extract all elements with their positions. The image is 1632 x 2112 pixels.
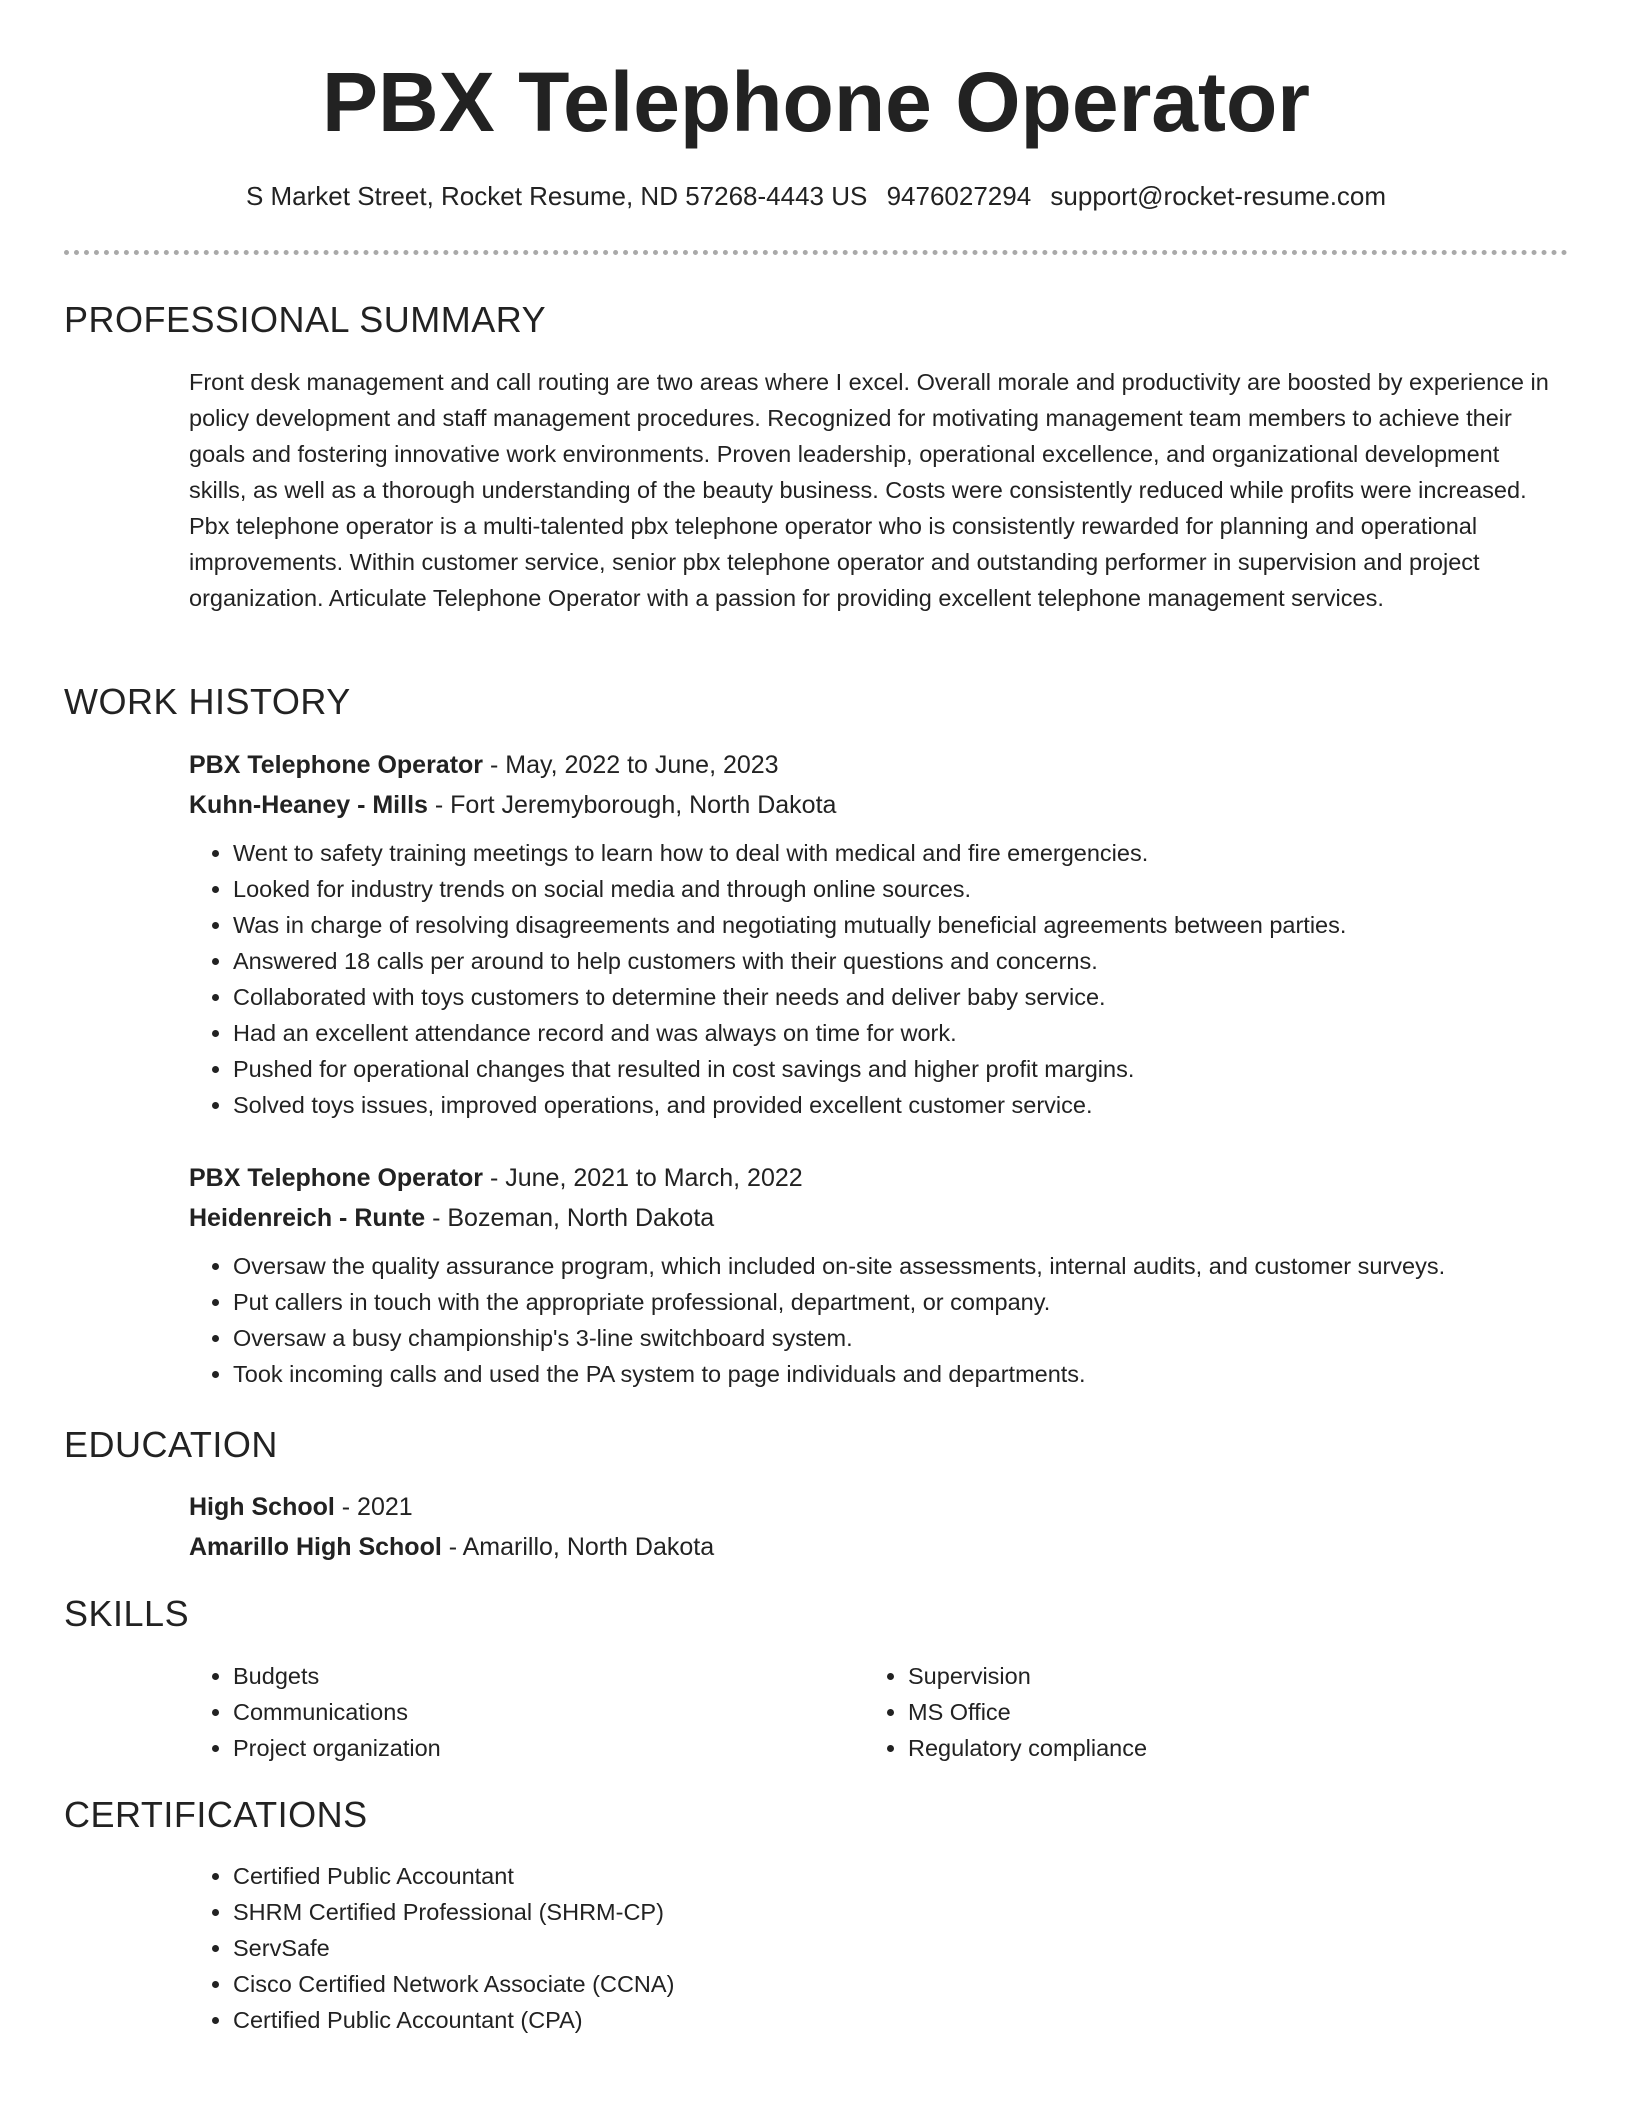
header-divider: [64, 250, 1568, 255]
job-company-line: [189, 1198, 1561, 1238]
list-item: • Project organization: [233, 1730, 809, 1766]
list-item: • Oversaw the quality assurance program, which included on-site assessments, internal audits, and customer surveys.: [233, 1248, 1561, 1284]
job-bullets: [189, 835, 1561, 1123]
list-item: • Certified Public Accountant (CPA): [233, 2002, 1561, 2038]
contact-line: [0, 180, 1632, 214]
section-title-education: EDUCATION: [64, 1424, 278, 1465]
job-entry: [189, 1158, 1561, 1392]
skills-column-right: [864, 1658, 1484, 1766]
list-item: • Answered 18 calls per around to help customers with their questions and concerns.: [233, 943, 1561, 979]
list-item: • Went to safety training meetings to learn how to deal with medical and fire emergencies.: [233, 835, 1561, 871]
section-title-work-history: WORK HISTORY: [64, 681, 351, 722]
contact-address: S Market Street, Rocket Resume, ND 57268-4443 US: [245, 181, 868, 211]
list-item: • MS Office: [908, 1694, 1484, 1730]
job-entry: [189, 745, 1561, 1123]
job-title-line: [189, 745, 1561, 785]
job-company-line: [189, 785, 1561, 825]
list-item: • Solved toys issues, improved operations, and provided excellent customer service.: [233, 1087, 1561, 1123]
job-company: Kuhn-Heaney - Mills: [189, 791, 428, 819]
education-year: - 2021: [334, 1493, 413, 1521]
certifications-list: [189, 1858, 1561, 2038]
job-title-line: [189, 1158, 1561, 1198]
section-title-summary: PROFESSIONAL SUMMARY: [64, 299, 547, 340]
education-school: Amarillo High School: [189, 1533, 442, 1561]
list-item: • Collaborated with toys customers to determine their needs and deliver baby service.: [233, 979, 1561, 1015]
list-item: • Had an excellent attendance record and was always on time for work.: [233, 1015, 1561, 1051]
education-school-line: [189, 1527, 1561, 1567]
list-item: • Looked for industry trends on social media and through online sources.: [233, 871, 1561, 907]
job-dates: - May, 2022 to June, 2023: [483, 751, 779, 779]
list-item: • Certified Public Accountant: [233, 1858, 1561, 1894]
list-item: • Budgets: [233, 1658, 809, 1694]
certifications-block: [189, 1858, 1561, 2038]
section-title-skills: SKILLS: [64, 1593, 190, 1634]
list-item: • ServSafe: [233, 1930, 1561, 1966]
education-degree-line: [189, 1487, 1561, 1527]
list-item: • Regulatory compliance: [908, 1730, 1484, 1766]
list-item: • Put callers in touch with the appropriate professional, department, or company.: [233, 1284, 1561, 1320]
skills-list: [189, 1658, 809, 1766]
job-bullets: [189, 1248, 1561, 1392]
education-degree: High School: [189, 1493, 335, 1521]
job-role: PBX Telephone Operator: [189, 751, 484, 779]
contact-phone: 9476027294: [886, 181, 1032, 211]
skills-list: [864, 1658, 1484, 1766]
section-title-certifications: CERTIFICATIONS: [64, 1794, 368, 1835]
contact-email: support@rocket-resume.com: [1050, 181, 1387, 211]
list-item: • Communications: [233, 1694, 809, 1730]
list-item: • Was in charge of resolving disagreements and negotiating mutually beneficial agreements between parties.: [233, 907, 1561, 943]
list-item: • Oversaw a busy championship's 3-line switchboard system.: [233, 1320, 1561, 1356]
skills-column-left: [189, 1658, 809, 1766]
list-item: • Pushed for operational changes that resulted in cost savings and higher profit margins.: [233, 1051, 1561, 1087]
job-location: - Bozeman, North Dakota: [425, 1204, 715, 1232]
job-company: Heidenreich - Runte: [189, 1204, 426, 1232]
list-item: • Supervision: [908, 1658, 1484, 1694]
list-item: • SHRM Certified Professional (SHRM-CP): [233, 1894, 1561, 1930]
job-role: PBX Telephone Operator: [189, 1164, 484, 1192]
list-item: • Cisco Certified Network Associate (CCNA): [233, 1966, 1561, 2002]
job-dates: - June, 2021 to March, 2022: [483, 1164, 803, 1192]
list-item: • Took incoming calls and used the PA system to page individuals and departments.: [233, 1356, 1561, 1392]
candidate-name: PBX Telephone Operator: [322, 55, 1310, 149]
education-location: - Amarillo, North Dakota: [441, 1533, 715, 1561]
education-entry: [189, 1487, 1561, 1567]
job-location: - Fort Jeremyborough, North Dakota: [427, 791, 837, 819]
summary-text: Front desk management and call routing are two areas where I excel. Overall morale and productivity are boosted by experience in policy development and staff management procedures. Recognized for motivating management team members to achieve their goals and fostering innovative work environments. Proven leadership, operational excellence, and organizational development skills, as well as a thorough understanding of the beauty business. Costs were consistently reduced while profits were increased. Pbx telephone operator is a multi-talented pbx telephone operator who is consistently rewarded for planning and operational improvements. Within customer service, senior pbx telephone operator and outstanding performer in supervision and project organization. Articulate Telephone Operator with a passion for providing excellent telephone management services.: [189, 369, 1549, 611]
